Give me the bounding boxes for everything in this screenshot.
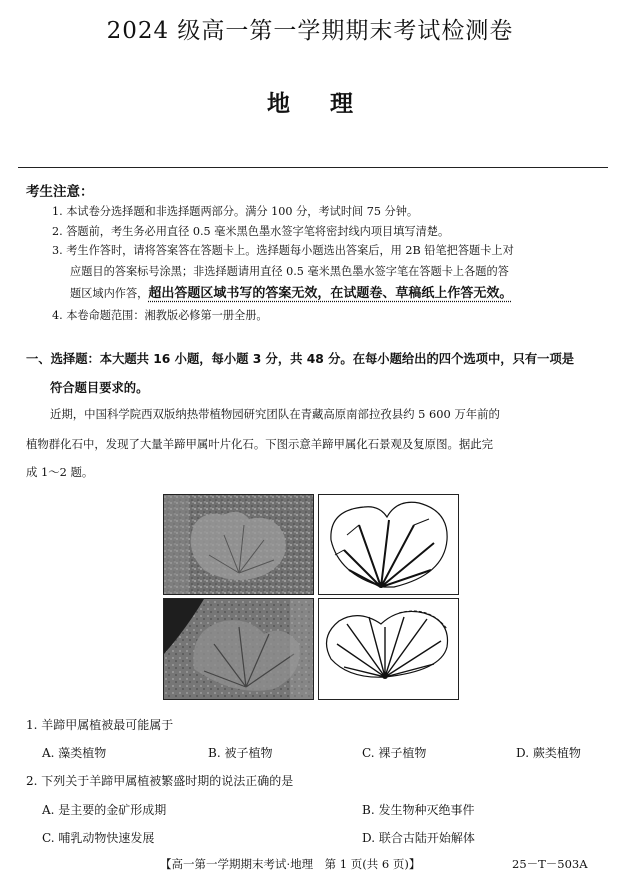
notice-item-1: 1. 本试卷分选择题和非选择题两部分。满分 100 分，考试时间 75 分钟。 <box>52 205 419 218</box>
fossil-photo-2 <box>163 598 314 700</box>
notice-item-3-line-3 <box>70 282 512 301</box>
question-1-option-c: C. 裸子植物 <box>362 746 427 760</box>
question-2-option-b: B. 发生物种灭绝事件 <box>362 803 475 817</box>
question-2-option-c: C. 哺乳动物快速发展 <box>42 831 155 845</box>
question-2-option-d: D. 联合古陆开始解体 <box>362 831 475 845</box>
subject-title: 地理 <box>267 91 393 117</box>
question-1-option-b: B. 被子植物 <box>208 746 273 760</box>
exam-code: 25－T－503A <box>512 857 588 871</box>
passage-line-1: 近期，中国科学院西双版纳热带植物园研究团队在青藏高原南部拉孜县约 5 600 万年前的 <box>50 407 500 421</box>
exam-title: 2024 级高一第一学期期末考试检测卷 <box>106 18 514 44</box>
fossil-photo-1 <box>163 494 314 595</box>
leaf-reconstruction-2 <box>318 598 459 700</box>
notice-heading: 考生注意： <box>26 184 94 200</box>
notice-item-2: 2. 答题前，考生务必用直径 0.5 毫米黑色墨水签字笔将密封线内项目填写清楚。 <box>52 225 450 238</box>
passage-line-2: 植物群化石中，发现了大量羊蹄甲属叶片化石。下图示意羊蹄甲属化石景观及复原图。据此完 <box>26 437 494 451</box>
notice-emphasis: 超出答题区域书写的答案无效，在试题卷、草稿纸上作答无效。 <box>148 286 513 301</box>
question-1-stem: 1. 羊蹄甲属植被最可能属于 <box>26 718 174 732</box>
notice-item-3-line-1: 3. 考生作答时，请将答案答在答题卡上。选择题每小题选出答案后，用 2B 铅笔把答题卡上对 <box>52 244 514 257</box>
notice-item-4: 4. 本卷命题范围：湘教版必修第一册全册。 <box>52 309 268 322</box>
section-heading-cont: 符合题目要求的。 <box>50 381 149 395</box>
question-2-option-a: A. 是主要的金矿形成期 <box>42 803 167 817</box>
notice-item-3-line-2: 应题目的答案标号涂黑；非选择题请用直径 0.5 毫米黑色墨水签字笔在答题卡上各题的答 <box>70 265 509 278</box>
passage-line-3: 成 1～2 题。 <box>26 465 94 479</box>
question-1-option-d: D. 蕨类植物 <box>516 746 581 760</box>
divider <box>18 167 608 168</box>
question-1-option-a: A. 藻类植物 <box>42 746 107 760</box>
page-footer: 【高一第一学期期末考试·地理 第 1 页(共 6 页)】 <box>160 857 421 871</box>
leaf-reconstruction-1 <box>318 494 459 595</box>
question-2-stem: 2. 下列关于羊蹄甲属植被繁盛时期的说法正确的是 <box>26 774 294 788</box>
section-heading: 一、选择题：本大题共 16 小题，每小题 3 分，共 48 分。在每小题给出的四个选项中，只有一项是 <box>26 352 575 366</box>
notice-item-3-text: 题区域内作答， <box>70 287 149 300</box>
